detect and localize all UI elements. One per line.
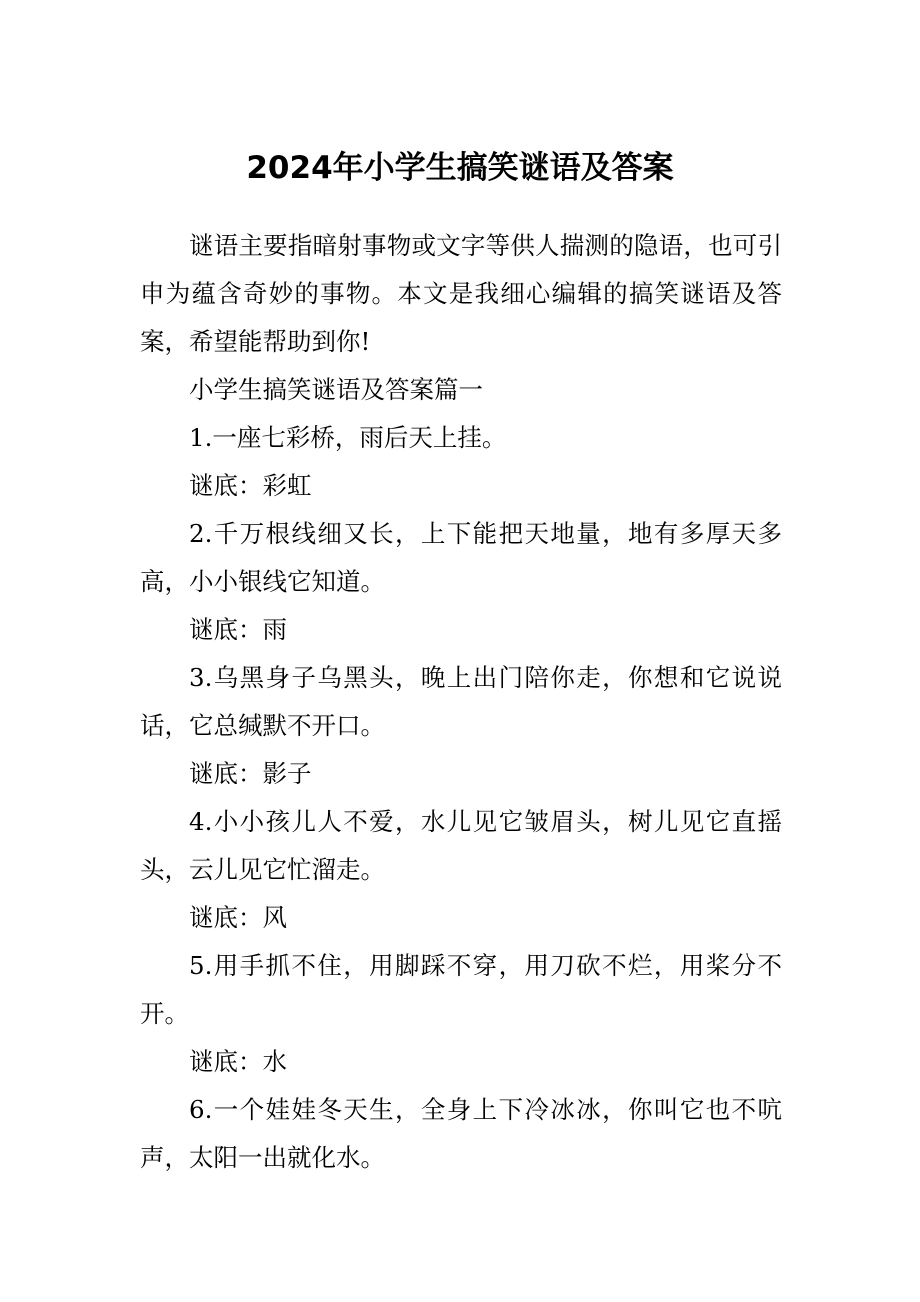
answer-3: 谜底：影子: [189, 759, 312, 788]
riddle-1: 1.一座七彩桥，雨后天上挂。: [189, 423, 507, 452]
riddle-2: 2.千万根线细又长，上下能把天地量，地有多厚天多高，小小银线它知道。: [140, 519, 782, 596]
riddle-5: 5.用手抓不住，用脚踩不穿，用刀砍不烂，用桨分不开。: [140, 951, 782, 1028]
answer-5: 谜底：水: [189, 1047, 287, 1076]
answer-4: 谜底：风: [189, 903, 287, 932]
riddle-6: 6.一个娃娃冬天生，全身上下冷冰冰，你叫它也不吭声，太阳一出就化水。: [140, 1095, 782, 1172]
answer-1: 谜底：彩虹: [189, 471, 312, 500]
section-heading: 小学生搞笑谜语及答案篇一: [189, 375, 483, 404]
riddle-4: 4.小小孩儿人不爱，水儿见它皱眉头，树儿见它直摇头，云儿见它忙溜走。: [140, 807, 782, 884]
intro-paragraph: 谜语主要指暗射事物或文字等供人揣测的隐语，也可引申为蕴含奇妙的事物。本文是我细心编辑的搞笑谜语及答案，希望能帮助到你!: [140, 231, 782, 356]
riddle-3: 3.乌黑身子乌黑头，晚上出门陪你走，你想和它说说话，它总缄默不开口。: [140, 663, 782, 740]
answer-2: 谜底：雨: [189, 615, 287, 644]
document-body: [140, 222, 782, 1182]
document-title: 2024年小学生搞笑谜语及答案: [246, 150, 674, 186]
